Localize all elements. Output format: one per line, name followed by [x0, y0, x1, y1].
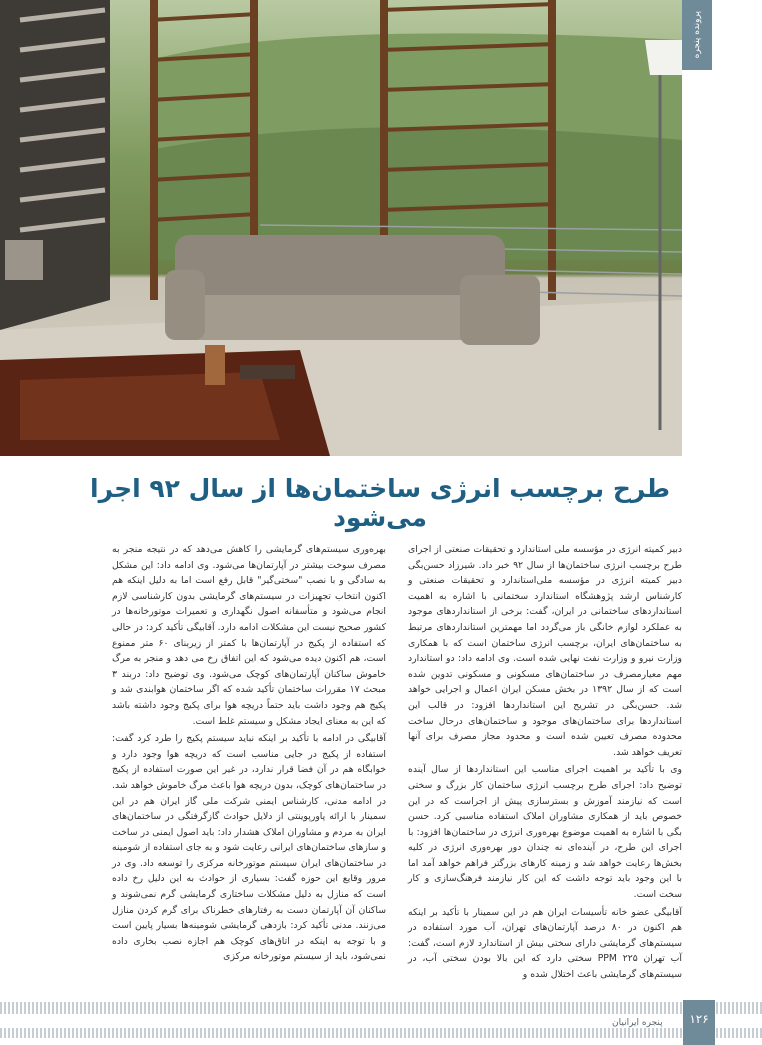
footer-stripe	[0, 1028, 762, 1038]
paragraph: آقابیگی در ادامه با تأکید بر اینکه نباید سیستم پکیج را طرد کرد گفت: استفاده از پکیج در جایی مناسب است که دریچه هوا وجود دارد و خوابگاه هم در آن فضا قرار ندارد، در غیر این صورت استفاده از پکیج در ساختمان‌های کوچک، بدون دریچه هوا باعث مرگ خاموش خواهد شد. در ادامه مدنی، کارشناس ایمنی شرکت ملی گاز ایران هم در این سمینار با ارائه پاورپوینتی از دلایل حوادث گازگرفتگی در ساختمان‌های ایران به مردم و مشاوران املاک هشدار داد: باید اصول ایمنی در ساخت و سازهای ساختمان‌های ایرانی رعایت شود و به جای استفاده از شومینه در ساختمان‌های ایران سیستم موتورخانه مرکزی را توسعه داد. وی در مرور وقایع این حوزه گفت: بسیاری از حوادث به این دلیل رخ داده است که منازل به دلیل مشکلات ساختاری گرمایشی گرم نمی‌شوند و ساکنان آن آپارتمان دست به رفتارهای خطرناک برای گرم کردن منازل می‌زنند. مدنی تأکید کرد: بازدهی گرمایشی شومینه‌ها بسیار پایین است و با توجه به اینکه در اتاق‌های کوچک هم اجازه نصب بخاری داده نمی‌شود، باید از سیستم موتورخانه مرکزی	[112, 733, 386, 963]
paragraph: وی با تأکید بر اهمیت اجرای مناسب این استانداردها از سال آینده توضیح داد: اجرای طرح برچسب انرژی ساختمان کار بزرگ و سختی است که نیازمند آموزش و بسترسازی پیش از اجراست که در این خصوص باید از همکاری مشاوران املاک استفاده مناسبی کرد. حسن بگی با اشاره به اهمیت موضوع بهره‌وری انرژی در ساختمان‌ها افزود: با اجرای این طرح، در آینده‌ای نه چندان دور بهره‌وری انرژی در کلیه بخش‌ها رعایت خواهد شد و زمینه کارهای بزرگتر فراهم خواهد آمد اما با این وجود باید توجه داشت که این کار نیازمند فرهنگ‌سازی و کار سخت است.	[408, 764, 682, 901]
paragraph: بهره‌وری سیستم‌های گرمایشی را کاهش می‌دهد که در نتیجه منجر به مصرف سوخت بیشتر در آپارتمان‌ها می‌شود. وی ادامه داد: این مشکل به سادگی و با نصب "سختی‌گیر" قابل رفع است اما به دلیل اینکه هم اکنون انتخاب تجهیزات در سیستم‌های گرمایشی بدون کارشناسی لازم انجام می‌شود و متأسفانه اصول نگهداری و تعمیرات موتورخانه‌ها در کشور صحیح نیست این مشکلات ادامه دارد. آقابیگی تأکید کرد: در حالی که استفاده از پکیج در آپارتمان‌ها با کمتر از زیربنای ۶۰ متر ممنوع است، هم اکنون دیده می‌شود که این اتفاق رخ می دهد و منجر به مرگ خاموش ساکنان آپارتمان‌های کوچک می‌شود. وی توضیح داد: دربند ۳ مبحث ۱۷ مقررات ساختمان تأکید شده که اگر ساختمان هوابندی شد و پکیج هم وجود داشت باید حتماً دریچه هوا برای پکیج وجود داشته باشد که این به معنای ایجاد مشکل و سیستم غلط است.	[112, 544, 386, 727]
paragraph: آقابیگی عضو خانه تأسیسات ایران هم در این سمینار با تأکید بر اینکه هم اکنون در ۸۰ درصد آپارتمان‌های تهران، آب مورد استفاده در سیستم‌های گرمایشی دارای سختی بیش از استاندارد لازم است، گفت: آب تهران PPM ۲۲۵ سختی دارد که این بالا بودن سختی آب، در سیستم‌های گرمایشی باعث اختلال شده و	[408, 906, 683, 981]
interior-photo-drawing	[0, 0, 682, 456]
paragraph: دبیر کمیته انرژی در مؤسسه ملی استاندارد و تحقیقات صنعتی از اجرای طرح برچسب انرژی ساختمان‌ها از سال ۹۲ خبر داد. شیرزاد حسن‌بگی دبیر کمیته انرژی در مؤسسه ملی‌استاندارد و تحقیقات صنعتی و کارشناس ارشد پژوهشگاه استاندارد سختمانی با اشاره به اهمیت استانداردهای ساختمانی در ایران، گفت: برخی از استانداردهای موجود به عملکرد لوازم خانگی باز می‌گردد اما مهمترین استانداردهای مرتبط به ساختمان‌های ایران، برچسب انرژی ساختمان است که با همکاری وزارت نیرو و وزارت نفت نهایی شده است. وی ادامه داد: دو استاندارد مهم معیارمصرف در ساختمان‌های مسکونی و مسکونی تدوین شده است که از سال ۱۳۹۲ در بخش مسکن ایران اعمال و اجرایی خواهد شد. حسن‌بگی در تشریح این استانداردها افزود: در قالب این استانداردها برای ساختمان‌های موجود و ساختمان‌های درحال ساخت محدوده مصرف تعیین شده است و محدود مجاز مصرف برای آنها تعریف خواهد شد.	[408, 544, 682, 758]
page-number: ۱۲۶	[683, 1000, 715, 1045]
footer-stripe	[0, 1002, 762, 1014]
magazine-name: پنجره ایرانیان	[612, 1018, 663, 1028]
column-left	[112, 542, 386, 962]
section-tab	[682, 0, 712, 70]
section-tab-label: پرونده پنجره	[692, 11, 702, 59]
interior-photo	[0, 0, 682, 456]
article-title: طرح برچسب انرژی ساختمان‌ها از سال ۹۲ اجرا می‌شود	[90, 474, 670, 532]
article-body	[112, 542, 683, 981]
column-right	[408, 542, 683, 981]
